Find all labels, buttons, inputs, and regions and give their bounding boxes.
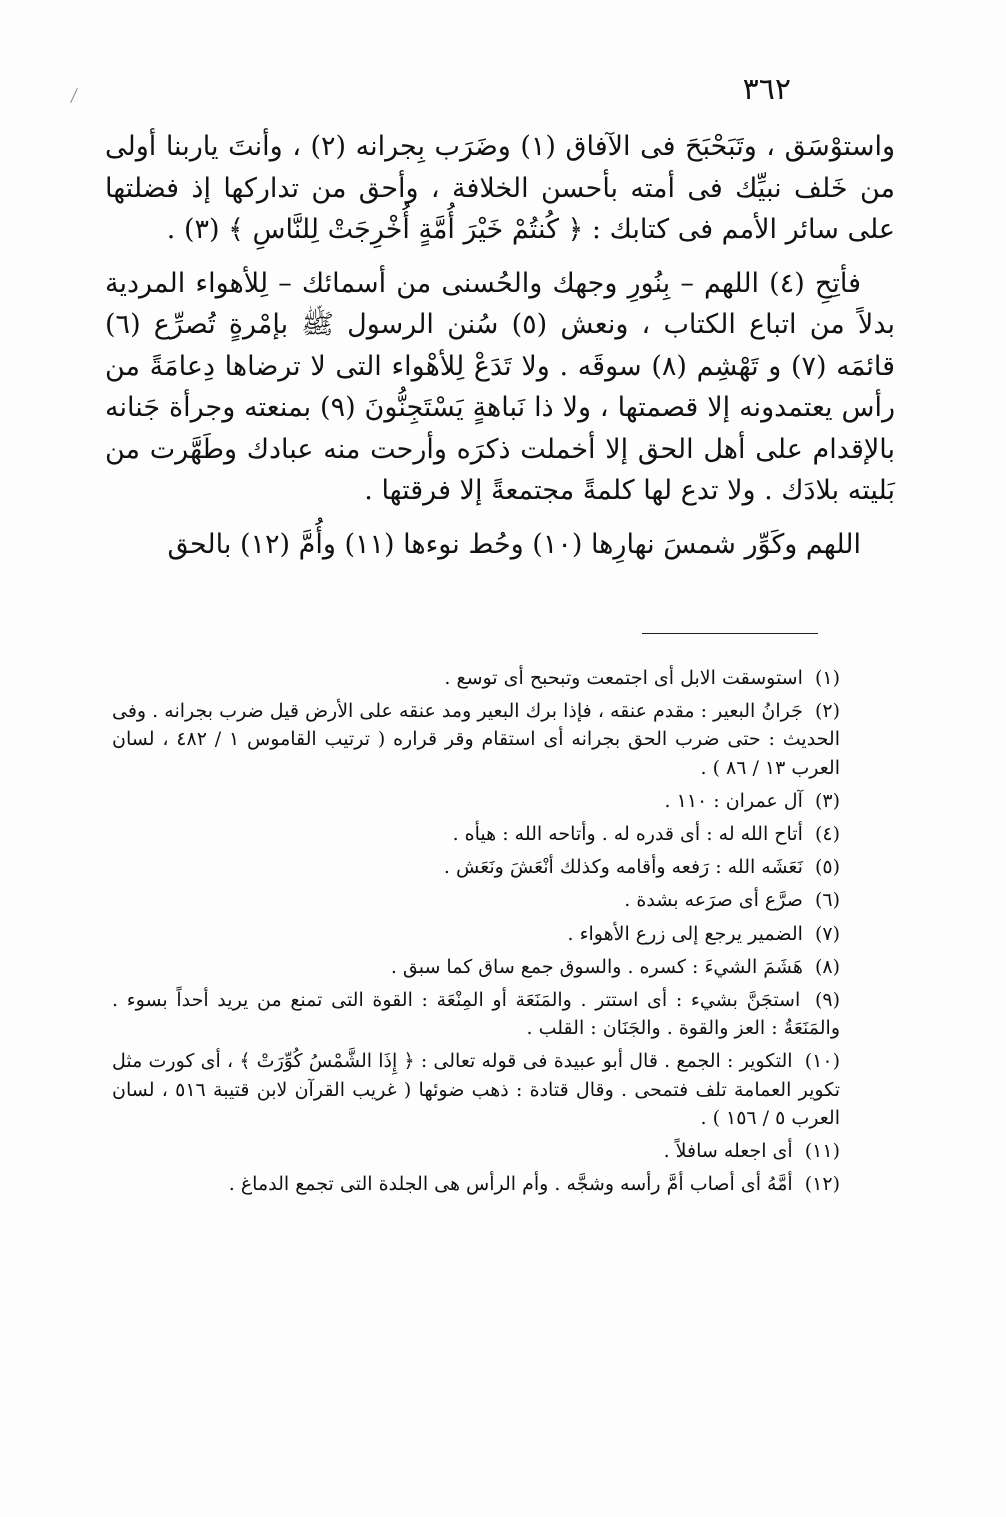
footnote-number: (١٢) <box>804 1173 840 1196</box>
footnote-number: (٤) <box>814 823 840 846</box>
footnote-text: هَشَمَ الشيءَ : كسره . والسوق جمع ساق كما سبق . <box>390 955 803 978</box>
footnote-12 <box>112 1170 840 1198</box>
footnote-2 <box>112 697 840 782</box>
footnote-9 <box>112 986 840 1042</box>
footnote-text: أمَّهُ أى أصاب أمَّ رأسه وشجَّه . وأم الرأس هى الجلدة التى تجمع الدماغ . <box>228 1173 793 1196</box>
footnote-number: (٧) <box>814 922 840 945</box>
footnote-number: (٨) <box>814 955 840 978</box>
footnote-3 <box>112 787 840 815</box>
footnote-text: استوسقت الابل أى اجتمعت وتبحبح أى توسع . <box>444 667 803 689</box>
footnote-number: (٦) <box>814 889 840 912</box>
footnote-text: آل عمران : ١١٠ . <box>664 789 803 812</box>
main-text <box>105 126 895 565</box>
footnote-text: أى اجعله سافلاً . <box>663 1140 793 1163</box>
footnote-11 <box>112 1137 840 1165</box>
footnote-number: (١) <box>814 667 840 689</box>
footnote-text: نَعَشَه الله : رَفعه وأقامه وكذلك أنْعَشَ ونَعَش . <box>443 856 803 879</box>
footnote-7 <box>112 920 840 948</box>
page-number: ٣٦٢ <box>742 72 791 107</box>
footnote-number: (٥) <box>814 856 840 879</box>
footnote-6 <box>112 886 840 914</box>
footnote-text: التكوير : الجمع . قال أبو عبيدة فى قوله تعالى : ﴿ إِذَا الشَّمْسُ كُوِّرَتْ ﴾ ، أى كورت مثل تكوير العمامة تلف فتمحى . وقال قتادة : ذهب ضوئها ( غريب القرآن لابن قتيبة ٥١٦ ، لسان العرب ٥ / ١٥٦ ) . <box>112 1050 840 1129</box>
paragraph-1: واستوْسَق ، وتَبَحْبَحَ فى الآفاق (١) وضَرَب بِجرانه (٢) ، وأنتَ ياربنا أولى من خَلف نبيِّك فى أمته بأحسن الخلافة ، وأحق من تداركها إذ فضلتها على سائر الأمم فى كتابك : ﴿ كُنتُمْ خَيْرَ أُمَّةٍ أُخْرِجَتْ لِلنَّاسِ ﴾ (٣) . <box>105 131 895 245</box>
footnote-5 <box>112 853 840 881</box>
footnote-10 <box>112 1047 840 1132</box>
footnote-text: صرَّع أى صرَعه بشدة . <box>624 889 803 912</box>
footnote-8 <box>112 953 840 981</box>
footnote-number: (١١) <box>804 1140 840 1163</box>
footnote-text: أتاح الله له : أى قدره له . وأتاحه الله : هيأه . <box>452 823 803 846</box>
footnote-text: استجَنَّ بشيء : أى استتر . والمَنَعَة أو المِنْعَة : القوة التى تمنع من يريد أحداً بسوء . والمَنَعَةُ : العز والقوة . والجَنَان : القلب . <box>112 989 840 1040</box>
footnote-number: (١٠) <box>804 1050 840 1073</box>
footnotes <box>112 664 840 1203</box>
footnote-number: (٩) <box>814 989 840 1012</box>
footnote-number: (٢) <box>814 700 840 723</box>
footnote-1 <box>112 664 840 692</box>
footnote-number: (٣) <box>814 789 840 812</box>
footnote-separator <box>642 633 818 634</box>
paragraph-3: اللهم وكَوِّر شمسَ نهارِها (١٠) وحُط نوءها (١١) وأُمَّ (١٢) بالحق <box>167 528 861 560</box>
scan-mark <box>70 88 78 103</box>
footnote-text: جَرانُ البعير : مقدم عنقه ، فإذا برك البعير ومد عنقه على الأرض قيل ضرب بجرانه . وفى الحديث : حتى ضرب الحق بجرانه أى استقام وقر قراره ( ترتيب القاموس ١ / ٤٨٢ ، لسان العرب ١٣ / ٨٦ ) . <box>112 700 840 779</box>
footnote-4 <box>112 820 840 848</box>
footnote-text: الضمير يرجع إلى زرع الأهواء . <box>567 922 803 945</box>
paragraph-2: فأتِحِ (٤) اللهم – بِنُورِ وجهك والحُسنى من أسمائك – لِلأهواء المردية بدلاً من اتباع الكتاب ، ونعش (٥) سُنن الرسول ﷺ بإمْرةٍ تُصرِّع (٦) قائمَه (٧) و تَهْشِم (٨) سوقَه . ولا تَدَعْ لِلأهْواء التى لا ترضاها دِعامَةً من رأس يعتمدونه إلا قصمتها ، ولا ذا نَباهةٍ يَسْتَجِنُّونَ (٩) بمنعته وجرأة جَنانه بالإقدام على أهل الحق إلا أخملت ذكرَه وأرحت منه عبادك وطَهَّرت من بَليته بلادَك . ولا تدع لها كلمةً مجتمعةً إلا فرقتها . <box>105 267 896 506</box>
